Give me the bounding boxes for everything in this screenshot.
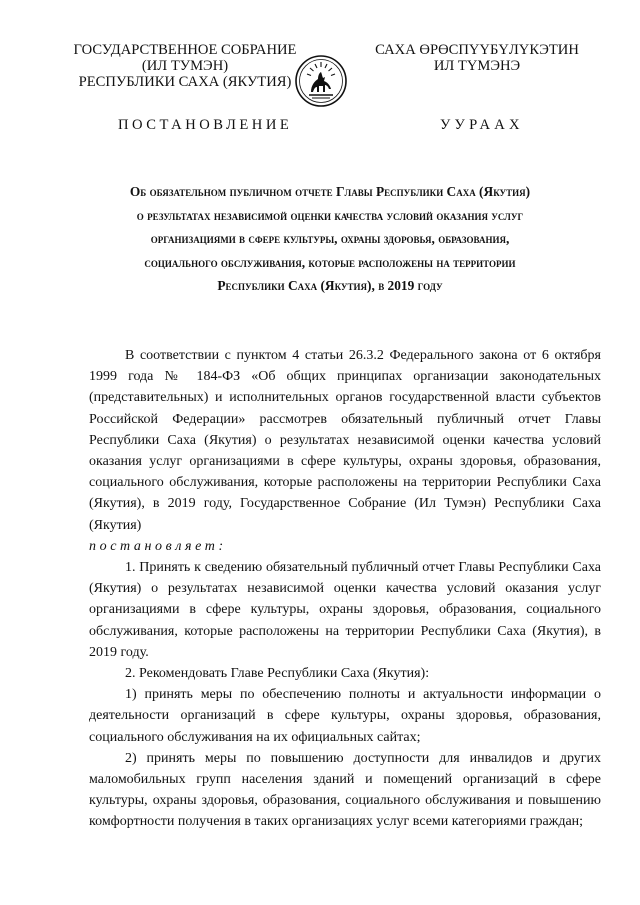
header-right-line: САХА ӨРӨСПҮҮБҮЛҮКЭТИН bbox=[375, 42, 579, 58]
header-sakha-name bbox=[372, 42, 582, 74]
item-2-2-paragraph: 2) принять меры по повышению доступности для инвалидов и других маломобильных групп населения зданий и помещений организаций в сфере культуры, охраны здоровья, образования, социального обслуживания и повышению комфортности получения в таких организациях услуг всеми категориями граждан; bbox=[89, 750, 601, 830]
decides-phrase: постановляет: bbox=[89, 538, 227, 554]
title-line: организациями в сфере культуры, охраны здоровья, образования, bbox=[150, 231, 510, 246]
document-title bbox=[70, 180, 590, 298]
header-left-line: ГОСУДАРСТВЕННОЕ СОБРАНИЕ bbox=[73, 42, 297, 58]
document-type-sah: УУРААХ bbox=[440, 117, 524, 133]
document-type-ru: ПОСТАНОВЛЕНИЕ bbox=[118, 117, 293, 133]
header-left-line: (ИЛ ТУМЭН) bbox=[141, 58, 229, 74]
header-left-line: РЕСПУБЛИКИ САХА (ЯКУТИЯ) bbox=[78, 74, 292, 90]
header-russian-name bbox=[70, 42, 300, 90]
title-line: Об обязательном публичном отчете Главы Республики Саха (Якутия) bbox=[129, 184, 531, 199]
coat-of-arms-icon bbox=[294, 54, 348, 108]
preamble-paragraph: В соответствии с пунктом 4 статьи 26.3.2 Федерального закона от 6 октября 1999 года № 184-ФЗ «Об общих принципах организации законодательных (представительных) и исполнительных органов государственной власти субъектов Российской Федерации» рассмотрев обязательный публичный отчет Главы Республики Саха (Якутия) о результатах независимой оценки качества условий оказания услуг организациями в сфере культуры, охраны здоровья, образования, социального обслуживания, которые расположены на территории Республики Саха (Якутия), в 2019 году, Государственное Собрание (Ил Тумэн) Республики Саха (Якутия) bbox=[89, 348, 601, 533]
title-line: о результатах независимой оценки качества условий оказания услуг bbox=[136, 207, 524, 223]
header-right-line: ИЛ ТҮМЭНЭ bbox=[433, 58, 521, 74]
title-line: Республики Саха (Якутия), в 2019 году bbox=[217, 278, 443, 293]
document-body bbox=[89, 345, 601, 833]
item-2-paragraph: 2. Рекомендовать Главе Республики Саха (Якутия): bbox=[125, 666, 430, 682]
item-1-paragraph: 1. Принять к сведению обязательный публичный отчет Главы Республики Саха (Якутия) о результатах независимой оценки качества условий оказания услуг организациями в сфере культуры, охраны здоровья, образования, социального обслуживания, которые расположены на территории Республики Саха (Якутия), в 2019 году. bbox=[89, 560, 601, 660]
title-line: социального обслуживания, которые расположены на территории bbox=[144, 254, 516, 270]
item-2-1-paragraph: 1) принять меры по обеспечению полноты и актуальности информации о деятельности организаций в сфере культуры, охраны здоровья, образования, социального обслуживания на их официальных сайтах; bbox=[89, 687, 601, 745]
